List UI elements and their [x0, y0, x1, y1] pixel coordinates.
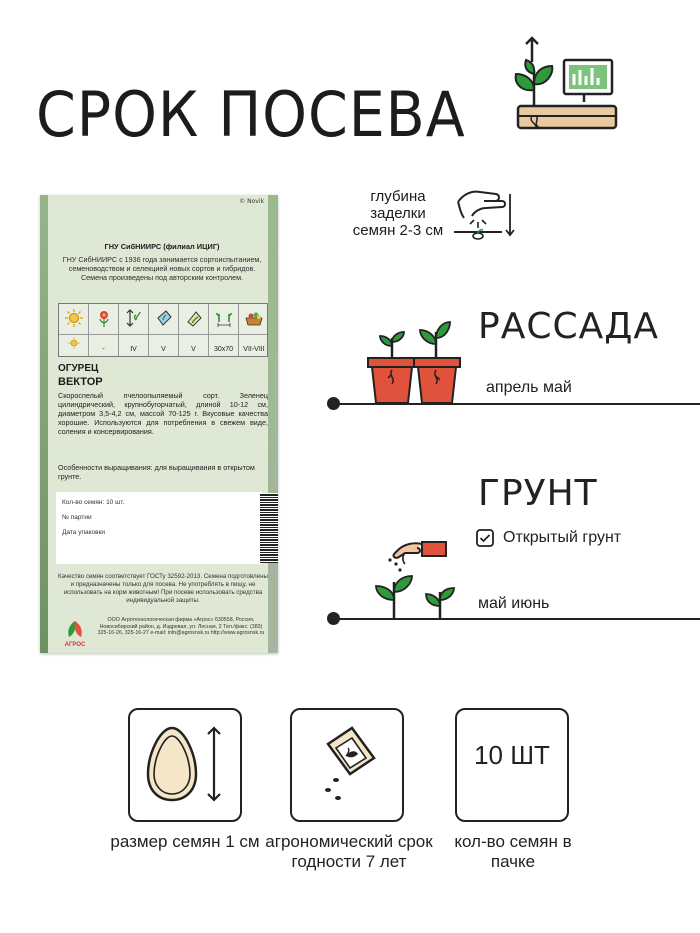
- seed-size-box: [128, 708, 242, 822]
- packet-cell-value: V: [191, 346, 196, 353]
- seedling-title: РАССАДА: [478, 306, 659, 347]
- packet-edge-left: [40, 195, 48, 653]
- packet-sowing-table: [58, 303, 268, 357]
- seed-count-box: [455, 708, 569, 822]
- packet-cell-seedling: [149, 304, 179, 356]
- shelf-life-box: [290, 708, 404, 822]
- packet-form: [56, 492, 262, 564]
- planting-laptop-icon: [510, 30, 620, 140]
- sun-icon: [64, 308, 84, 328]
- packet-cell-flower: [89, 304, 119, 356]
- hand-watering-plants-icon: [372, 530, 464, 622]
- packet-cell-value: -: [102, 346, 105, 353]
- ground-type-label: Открытый грунт: [503, 529, 622, 546]
- shelf-life-label: агрономический срок годности 7 лет: [265, 832, 433, 871]
- packet-cell-value: VII-VIII: [243, 346, 265, 353]
- seed-packet-image: [40, 195, 278, 653]
- harvest-basket-icon: [244, 308, 264, 328]
- packet-cell-spacing: [209, 304, 239, 356]
- seed-size-icon: [138, 718, 232, 812]
- packet-institute: ГНУ СибНИИРС (филиал ИЦИГ): [104, 242, 220, 251]
- sowing-depth-label: глубина заделки семян 2-3 см: [352, 188, 444, 239]
- packet-brand-mark: © Novik: [239, 198, 264, 205]
- packet-features: Особенности выращивания: для выращивания в открытом грунте.: [58, 463, 255, 481]
- sun-small-icon: [68, 337, 80, 349]
- packet-cell-harvest: [239, 304, 269, 356]
- seed-size-label: размер семян 1 см: [110, 832, 260, 851]
- ground-months: май июнь: [478, 595, 550, 612]
- flower-icon: [94, 308, 114, 328]
- packet-company: ООО Агротехнологическая фирма «Агрос» 630558, Россия, Новосибирский район, д. Издревая, ул. Лесная, 2 Тел./факс: (383) 325-16-26, 325-16-27 e-mail: info@agrosnsk.ru http://www.agrosnsk.ru: [97, 617, 265, 637]
- packet-quality: Качество семян соответствует ГОСТу 32592-2013. Семена подготовлены и предназначены только для посева. Не употреблять в пищу, не использовать на корм животным! При посеве использовать средства индивидуальной защиты.: [58, 573, 268, 604]
- plant-spacing-icon: [214, 308, 234, 328]
- ground-title: ГРУНТ: [478, 473, 598, 514]
- timeline-line-seedling: [332, 403, 700, 405]
- packet-crop: ОГУРЕЦ: [58, 363, 99, 374]
- packet-variety: ВЕКТОР: [58, 376, 103, 388]
- packet-barcode: [260, 493, 278, 563]
- seed-count-value: 10 ШТ: [474, 740, 550, 770]
- timeline-line-ground: [332, 618, 700, 620]
- packet-cell-value: IV: [130, 346, 137, 353]
- packet-cell-value: V: [161, 346, 166, 353]
- agros-logo-icon: [60, 617, 90, 647]
- checkbox-checked-icon: [476, 529, 494, 547]
- depth-arrow-icon: [124, 308, 144, 328]
- packet-cell-sprout: [179, 304, 209, 356]
- seed-count-label: кол-во семян в пачке: [454, 832, 572, 871]
- packet-form-count: Кол-во семян: 10 шт.: [62, 499, 125, 506]
- packet-form-date: Дата упаковки: [62, 529, 106, 536]
- packet-cell-sun: [59, 304, 89, 356]
- packet-cell-depth: [119, 304, 149, 356]
- seedling-pots-icon: [364, 318, 464, 406]
- hand-seed-depth-icon: [452, 180, 522, 250]
- svg-text:АГРОС: АГРОС: [64, 642, 86, 647]
- packet-edge-right: [268, 195, 278, 653]
- sprout-icon: [184, 308, 204, 328]
- seedling-pot-icon: [154, 308, 174, 328]
- packet-form-batch: № партии: [62, 514, 92, 521]
- page-title: СРОК ПОСЕВА: [36, 78, 466, 151]
- seed-packet-pour-icon: [300, 718, 394, 812]
- packet-description: Скороспелый пчелоопыляемый сорт. Зеленец цилиндрический, крупнобугорчатый, длиной 10-12 см, диаметром 3,5-4,2 см, массой 70-125 г. Вкусовые качества хорошие. Используются для потребления в свежем виде, соления и консервирования.: [58, 391, 268, 436]
- packet-institute-desc: ГНУ СибНИИРС с 1936 года занимается сортоиспытанием, семеноводством и селекцией новых сортов и гибридов. Семена произведены под авторским контролем.: [62, 255, 262, 283]
- seedling-months: апрель май: [486, 379, 572, 396]
- packet-cell-value: 30x70: [213, 346, 234, 353]
